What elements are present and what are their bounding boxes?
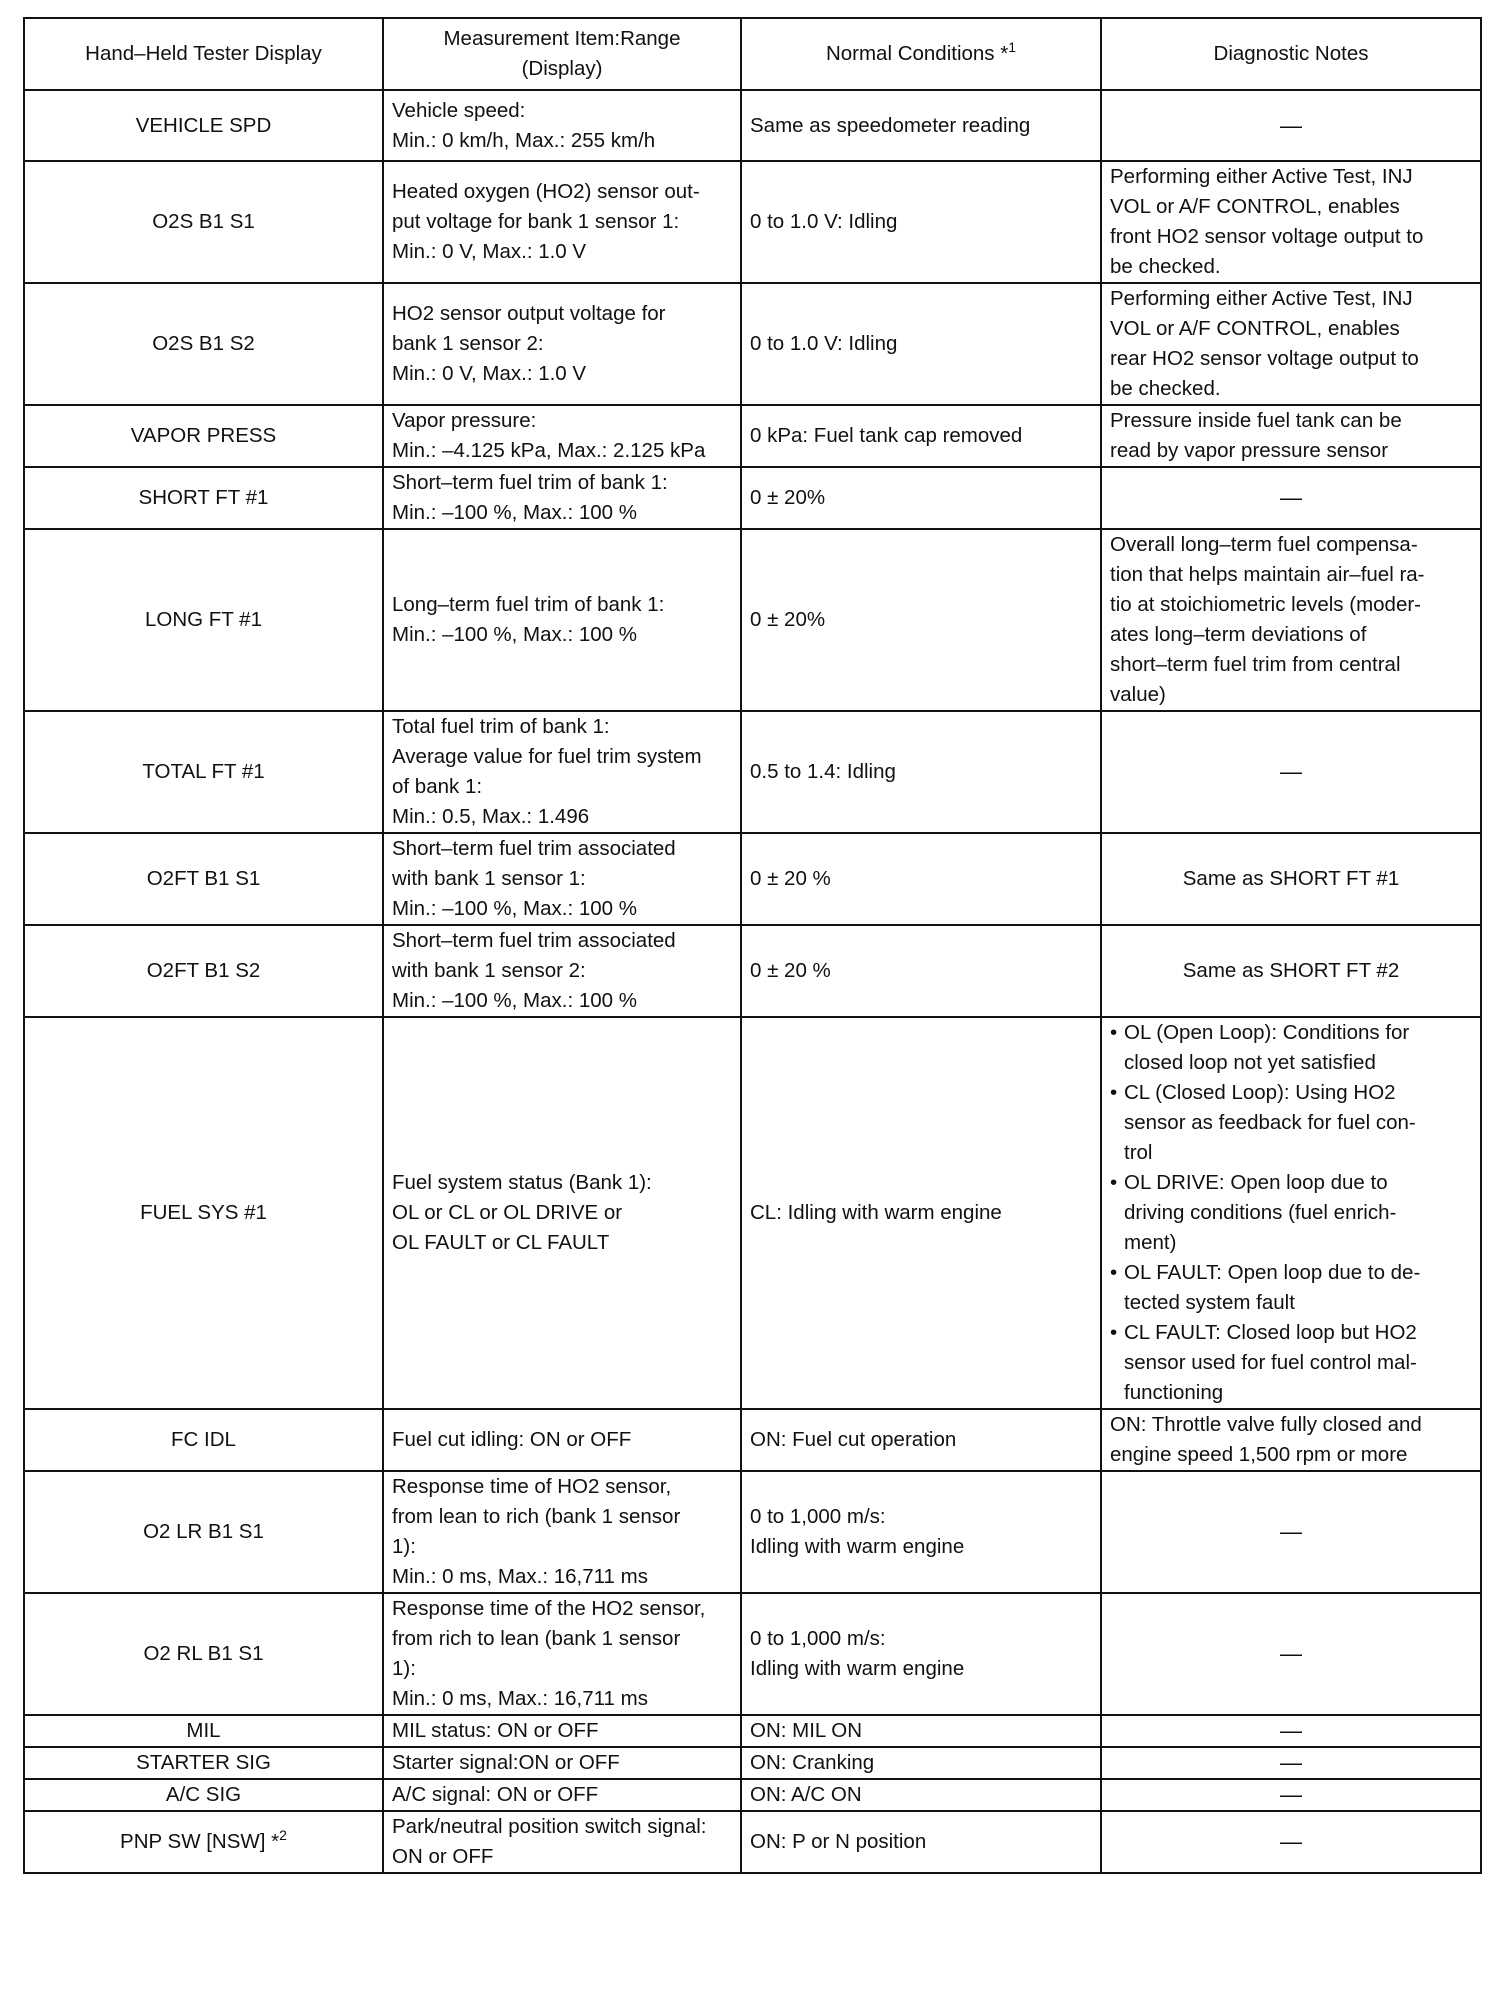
cell-measurement-line: Vapor pressure: [392, 409, 537, 432]
empty-dash: — [1280, 1782, 1302, 1807]
table-row [24, 467, 1481, 529]
cell-notes [1101, 405, 1481, 467]
cell-notes-line: tion that helps maintain air–fuel ra- [1110, 563, 1425, 586]
footnote-marker: 2 [279, 1827, 287, 1844]
cell-notes-line: short–term fuel trim from central [1110, 653, 1401, 676]
cell-normal-line: 0 to 1.0 V: Idling [750, 332, 898, 355]
cell-measurement-line: Starter signal:ON or OFF [392, 1751, 620, 1774]
display-name: O2 RL B1 S1 [143, 1642, 264, 1665]
cell-measurement-line: Fuel system status (Bank 1): [392, 1171, 652, 1194]
cell-notes [1101, 1017, 1481, 1409]
cell-measurement [383, 1471, 741, 1593]
cell-measurement-line: Min.: –100 %, Max.: 100 % [392, 897, 637, 920]
cell-notes-line: value) [1110, 683, 1166, 706]
cell-display [24, 529, 383, 711]
cell-normal [741, 1017, 1101, 1409]
cell-normal [741, 1593, 1101, 1715]
cell-notes [1101, 467, 1481, 529]
notes-bullet-list [1110, 1018, 1472, 1408]
cell-normal [741, 1747, 1101, 1779]
notes-bullet-line: closed loop not yet satisfied [1124, 1051, 1376, 1074]
cell-display [24, 1593, 383, 1715]
cell-notes-line: tio at stoichiometric levels (moder- [1110, 593, 1422, 616]
cell-notes [1101, 1409, 1481, 1471]
cell-notes-line: ates long–term deviations of [1110, 623, 1367, 646]
cell-notes [1101, 1811, 1481, 1873]
cell-measurement-line: 1): [392, 1657, 416, 1680]
cell-display [24, 1811, 383, 1873]
cell-normal-line: Same as speedometer reading [750, 113, 1031, 137]
header-measurement [383, 18, 741, 90]
cell-notes-line: rear HO2 sensor voltage output to [1110, 347, 1419, 370]
notes-bullet-line: • CL (Closed Loop): Using HO2 [1124, 1081, 1396, 1104]
cell-normal-line: 0 ± 20% [750, 608, 826, 631]
cell-notes [1101, 283, 1481, 405]
cell-normal [741, 405, 1101, 467]
cell-measurement [383, 1017, 741, 1409]
cell-measurement [383, 711, 741, 833]
cell-normal [741, 467, 1101, 529]
cell-normal [741, 711, 1101, 833]
cell-normal-line: 0 kPa: Fuel tank cap removed [750, 424, 1023, 447]
cell-measurement-line: Heated oxygen (HO2) sensor out- [392, 180, 700, 203]
cell-measurement-line: Response time of HO2 sensor, [392, 1475, 672, 1498]
cell-notes [1101, 1593, 1481, 1715]
cell-normal-line: Idling with warm engine [750, 1535, 965, 1558]
header-measurement-line: Measurement Item:Range [443, 27, 681, 50]
cell-normal-line: ON: Fuel cut operation [750, 1428, 957, 1451]
cell-normal-line: ON: P or N position [750, 1830, 927, 1853]
cell-notes [1101, 1471, 1481, 1593]
cell-notes-line: read by vapor pressure sensor [1110, 439, 1389, 462]
diagnostic-data-table-wrapper [23, 17, 1480, 1874]
display-name: A/C SIG [165, 1783, 242, 1806]
cell-notes-line: Same as SHORT FT #1 [1182, 867, 1400, 890]
table-row [24, 1779, 1481, 1811]
cell-normal [741, 1779, 1101, 1811]
cell-measurement-line: Min.: 0 V, Max.: 1.0 V [392, 362, 587, 385]
cell-display [24, 1779, 383, 1811]
cell-display [24, 1409, 383, 1471]
header-display-text: Hand–Held Tester Display [85, 42, 322, 65]
cell-notes-line: Overall long–term fuel compensa- [1110, 533, 1418, 556]
notes-bullet-line: • OL FAULT: Open loop due to de- [1124, 1261, 1421, 1284]
cell-normal-line: 0 ± 20% [750, 486, 826, 509]
header-measurement-line: (Display) [521, 57, 603, 80]
cell-measurement [383, 1747, 741, 1779]
cell-measurement-line: of bank 1: [392, 775, 483, 798]
cell-measurement-line: 1): [392, 1535, 416, 1558]
table-row [24, 1811, 1481, 1873]
display-name: FC IDL [171, 1428, 236, 1451]
cell-display [24, 711, 383, 833]
cell-notes-line: front HO2 sensor voltage output to [1110, 225, 1424, 248]
empty-dash: — [1280, 1718, 1302, 1743]
empty-dash: — [1280, 485, 1302, 510]
cell-measurement-line: Min.: 0 V, Max.: 1.0 V [392, 240, 587, 263]
cell-notes-line: VOL or A/F CONTROL, enables [1110, 195, 1400, 218]
cell-normal-line: 0 to 1.0 V: Idling [750, 210, 898, 233]
cell-measurement-line: with bank 1 sensor 2: [392, 959, 586, 982]
cell-notes [1101, 161, 1481, 283]
display-name: LONG FT #1 [145, 608, 262, 631]
notes-bullet-item [1110, 1258, 1472, 1318]
cell-normal-line: 0 to 1,000 m/s: [750, 1505, 886, 1528]
cell-measurement-line: bank 1 sensor 2: [392, 332, 544, 355]
cell-measurement [383, 925, 741, 1017]
cell-normal-line: ON: Cranking [750, 1751, 875, 1774]
display-name: STARTER SIG [136, 1751, 271, 1774]
empty-dash: — [1280, 1519, 1302, 1544]
notes-bullet-item [1110, 1078, 1472, 1168]
cell-display [24, 1471, 383, 1593]
diagnostic-data-table [23, 17, 1482, 1874]
footnote-marker: 1 [1008, 39, 1017, 56]
display-name: FUEL SYS #1 [140, 1201, 267, 1224]
cell-measurement [383, 405, 741, 467]
table-row [24, 1471, 1481, 1593]
table-row [24, 90, 1481, 161]
cell-normal-line: 0 ± 20 % [750, 959, 831, 982]
cell-measurement-line: OL or CL or OL DRIVE or [392, 1201, 623, 1224]
empty-dash: — [1280, 759, 1302, 784]
cell-measurement [383, 283, 741, 405]
cell-notes-line: Same as SHORT FT #2 [1182, 959, 1400, 982]
cell-normal-line: CL: Idling with warm engine [750, 1201, 1002, 1224]
cell-display [24, 1747, 383, 1779]
notes-bullet-line: sensor used for fuel control mal- [1124, 1351, 1417, 1374]
cell-measurement-line: Long–term fuel trim of bank 1: [392, 593, 665, 616]
cell-measurement-line: Min.: –100 %, Max.: 100 % [392, 501, 637, 524]
notes-bullet-line: tected system fault [1124, 1291, 1295, 1314]
cell-measurement [383, 529, 741, 711]
table-row [24, 161, 1481, 283]
cell-notes-line: be checked. [1110, 255, 1221, 278]
cell-display [24, 925, 383, 1017]
cell-normal-line: 0 to 1,000 m/s: [750, 1627, 886, 1650]
cell-notes [1101, 925, 1481, 1017]
cell-normal-line: ON: MIL ON [750, 1719, 862, 1742]
cell-measurement-line: Min.: –4.125 kPa, Max.: 2.125 kPa [392, 439, 706, 462]
cell-notes-line: VOL or A/F CONTROL, enables [1110, 317, 1400, 340]
display-name: O2S B1 S1 [152, 210, 255, 233]
empty-dash: — [1280, 1829, 1302, 1854]
header-notes [1101, 18, 1481, 90]
empty-dash: — [1280, 112, 1302, 138]
cell-measurement-line: Min.: 0 ms, Max.: 16,711 ms [392, 1565, 648, 1588]
cell-measurement-line: MIL status: ON or OFF [392, 1719, 599, 1742]
cell-measurement [383, 161, 741, 283]
cell-notes-line: engine speed 1,500 rpm or more [1110, 1443, 1408, 1466]
cell-notes [1101, 529, 1481, 711]
display-name: O2 LR B1 S1 [143, 1520, 264, 1543]
cell-notes [1101, 1779, 1481, 1811]
cell-measurement-line: Min.: 0 ms, Max.: 16,711 ms [392, 1687, 648, 1710]
header-normal [741, 18, 1101, 90]
display-name: O2FT B1 S2 [146, 959, 261, 982]
cell-measurement-line: HO2 sensor output voltage for [392, 302, 666, 325]
cell-measurement [383, 1715, 741, 1747]
cell-normal [741, 833, 1101, 925]
header-row [24, 18, 1481, 90]
cell-measurement [383, 833, 741, 925]
notes-bullet-line: functioning [1124, 1381, 1224, 1404]
cell-normal [741, 1811, 1101, 1873]
table-row [24, 1715, 1481, 1747]
cell-notes [1101, 1715, 1481, 1747]
cell-measurement [383, 90, 741, 161]
cell-display [24, 833, 383, 925]
display-name: TOTAL FT #1 [142, 760, 265, 783]
cell-measurement-line: with bank 1 sensor 1: [392, 867, 586, 890]
cell-normal [741, 161, 1101, 283]
cell-notes-line: ON: Throttle valve fully closed and [1110, 1413, 1422, 1436]
cell-measurement-line: Short–term fuel trim associated [392, 929, 676, 952]
cell-measurement [383, 1779, 741, 1811]
notes-bullet-line: sensor as feedback for fuel con- [1124, 1111, 1416, 1134]
cell-measurement-line: ON or OFF [392, 1845, 494, 1868]
notes-bullet-line: driving conditions (fuel enrich- [1124, 1201, 1397, 1224]
cell-normal [741, 283, 1101, 405]
cell-normal-line: ON: A/C ON [750, 1783, 862, 1806]
cell-measurement-line: Park/neutral position switch signal: [392, 1815, 707, 1838]
notes-bullet-item [1110, 1168, 1472, 1258]
table-row [24, 833, 1481, 925]
cell-display [24, 405, 383, 467]
cell-measurement-line: A/C signal: ON or OFF [392, 1783, 599, 1806]
cell-measurement-line: OL FAULT or CL FAULT [392, 1231, 610, 1254]
cell-normal-line: Idling with warm engine [750, 1657, 965, 1680]
notes-bullet-line: • OL (Open Loop): Conditions for [1124, 1021, 1410, 1044]
cell-measurement [383, 467, 741, 529]
table-row [24, 1593, 1481, 1715]
empty-dash: — [1280, 1641, 1302, 1666]
cell-display [24, 1715, 383, 1747]
cell-display [24, 283, 383, 405]
table-row [24, 1747, 1481, 1779]
cell-measurement [383, 1409, 741, 1471]
cell-normal-line: 0.5 to 1.4: Idling [750, 760, 896, 783]
notes-bullet-item [1110, 1318, 1472, 1408]
cell-measurement-line: Response time of the HO2 sensor, [392, 1597, 706, 1620]
cell-notes [1101, 1747, 1481, 1779]
cell-measurement-line: Short–term fuel trim of bank 1: [392, 471, 668, 494]
header-normal-text: Normal Conditions * [825, 42, 1009, 65]
display-name: PNP SW [NSW] * [120, 1830, 280, 1853]
notes-bullet-line: • CL FAULT: Closed loop but HO2 [1124, 1321, 1417, 1344]
table-row [24, 529, 1481, 711]
table-row [24, 711, 1481, 833]
cell-normal [741, 1409, 1101, 1471]
table-row [24, 405, 1481, 467]
cell-measurement-line: Vehicle speed: [392, 98, 526, 122]
cell-notes-line: Performing either Active Test, INJ [1110, 165, 1413, 188]
display-name: VAPOR PRESS [130, 424, 277, 447]
cell-normal [741, 1471, 1101, 1593]
display-name: SHORT FT #1 [138, 486, 269, 509]
notes-bullet-item [1110, 1018, 1472, 1078]
cell-normal [741, 925, 1101, 1017]
cell-measurement [383, 1811, 741, 1873]
table-row [24, 1409, 1481, 1471]
table-row [24, 283, 1481, 405]
header-notes-text: Diagnostic Notes [1213, 42, 1369, 65]
cell-measurement-line: from rich to lean (bank 1 sensor [392, 1627, 681, 1650]
cell-notes-line: Pressure inside fuel tank can be [1110, 409, 1402, 432]
cell-notes-line: be checked. [1110, 377, 1221, 400]
cell-display [24, 467, 383, 529]
cell-notes [1101, 833, 1481, 925]
cell-measurement [383, 1593, 741, 1715]
cell-display [24, 161, 383, 283]
notes-bullet-line: • OL DRIVE: Open loop due to [1124, 1171, 1388, 1194]
cell-measurement-line: Average value for fuel trim system [392, 745, 702, 768]
cell-measurement-line: Min.: –100 %, Max.: 100 % [392, 623, 637, 646]
notes-bullet-line: trol [1124, 1141, 1153, 1164]
cell-measurement-line: Min.: –100 %, Max.: 100 % [392, 989, 637, 1012]
cell-normal [741, 529, 1101, 711]
cell-measurement-line: Min.: 0 km/h, Max.: 255 km/h [392, 128, 656, 152]
cell-notes [1101, 711, 1481, 833]
cell-measurement-line: Min.: 0.5, Max.: 1.496 [392, 805, 590, 828]
table-body [24, 90, 1481, 1873]
cell-normal [741, 1715, 1101, 1747]
notes-bullet-line: ment) [1124, 1231, 1177, 1254]
cell-measurement-line: Total fuel trim of bank 1: [392, 715, 610, 738]
cell-display [24, 90, 383, 161]
table-row [24, 925, 1481, 1017]
display-name: O2FT B1 S1 [146, 867, 261, 890]
cell-measurement-line: Fuel cut idling: ON or OFF [392, 1428, 632, 1451]
cell-notes [1101, 90, 1481, 161]
display-name: VEHICLE SPD [135, 113, 272, 137]
header-display [24, 18, 383, 90]
cell-normal-line: 0 ± 20 % [750, 867, 831, 890]
cell-measurement-line: from lean to rich (bank 1 sensor [392, 1505, 681, 1528]
display-name: MIL [186, 1719, 221, 1742]
cell-display [24, 1017, 383, 1409]
cell-normal [741, 90, 1101, 161]
table-row [24, 1017, 1481, 1409]
cell-measurement-line: put voltage for bank 1 sensor 1: [392, 210, 680, 233]
cell-notes-line: Performing either Active Test, INJ [1110, 287, 1413, 310]
empty-dash: — [1280, 1750, 1302, 1775]
display-name: O2S B1 S2 [152, 332, 255, 355]
cell-measurement-line: Short–term fuel trim associated [392, 837, 676, 860]
